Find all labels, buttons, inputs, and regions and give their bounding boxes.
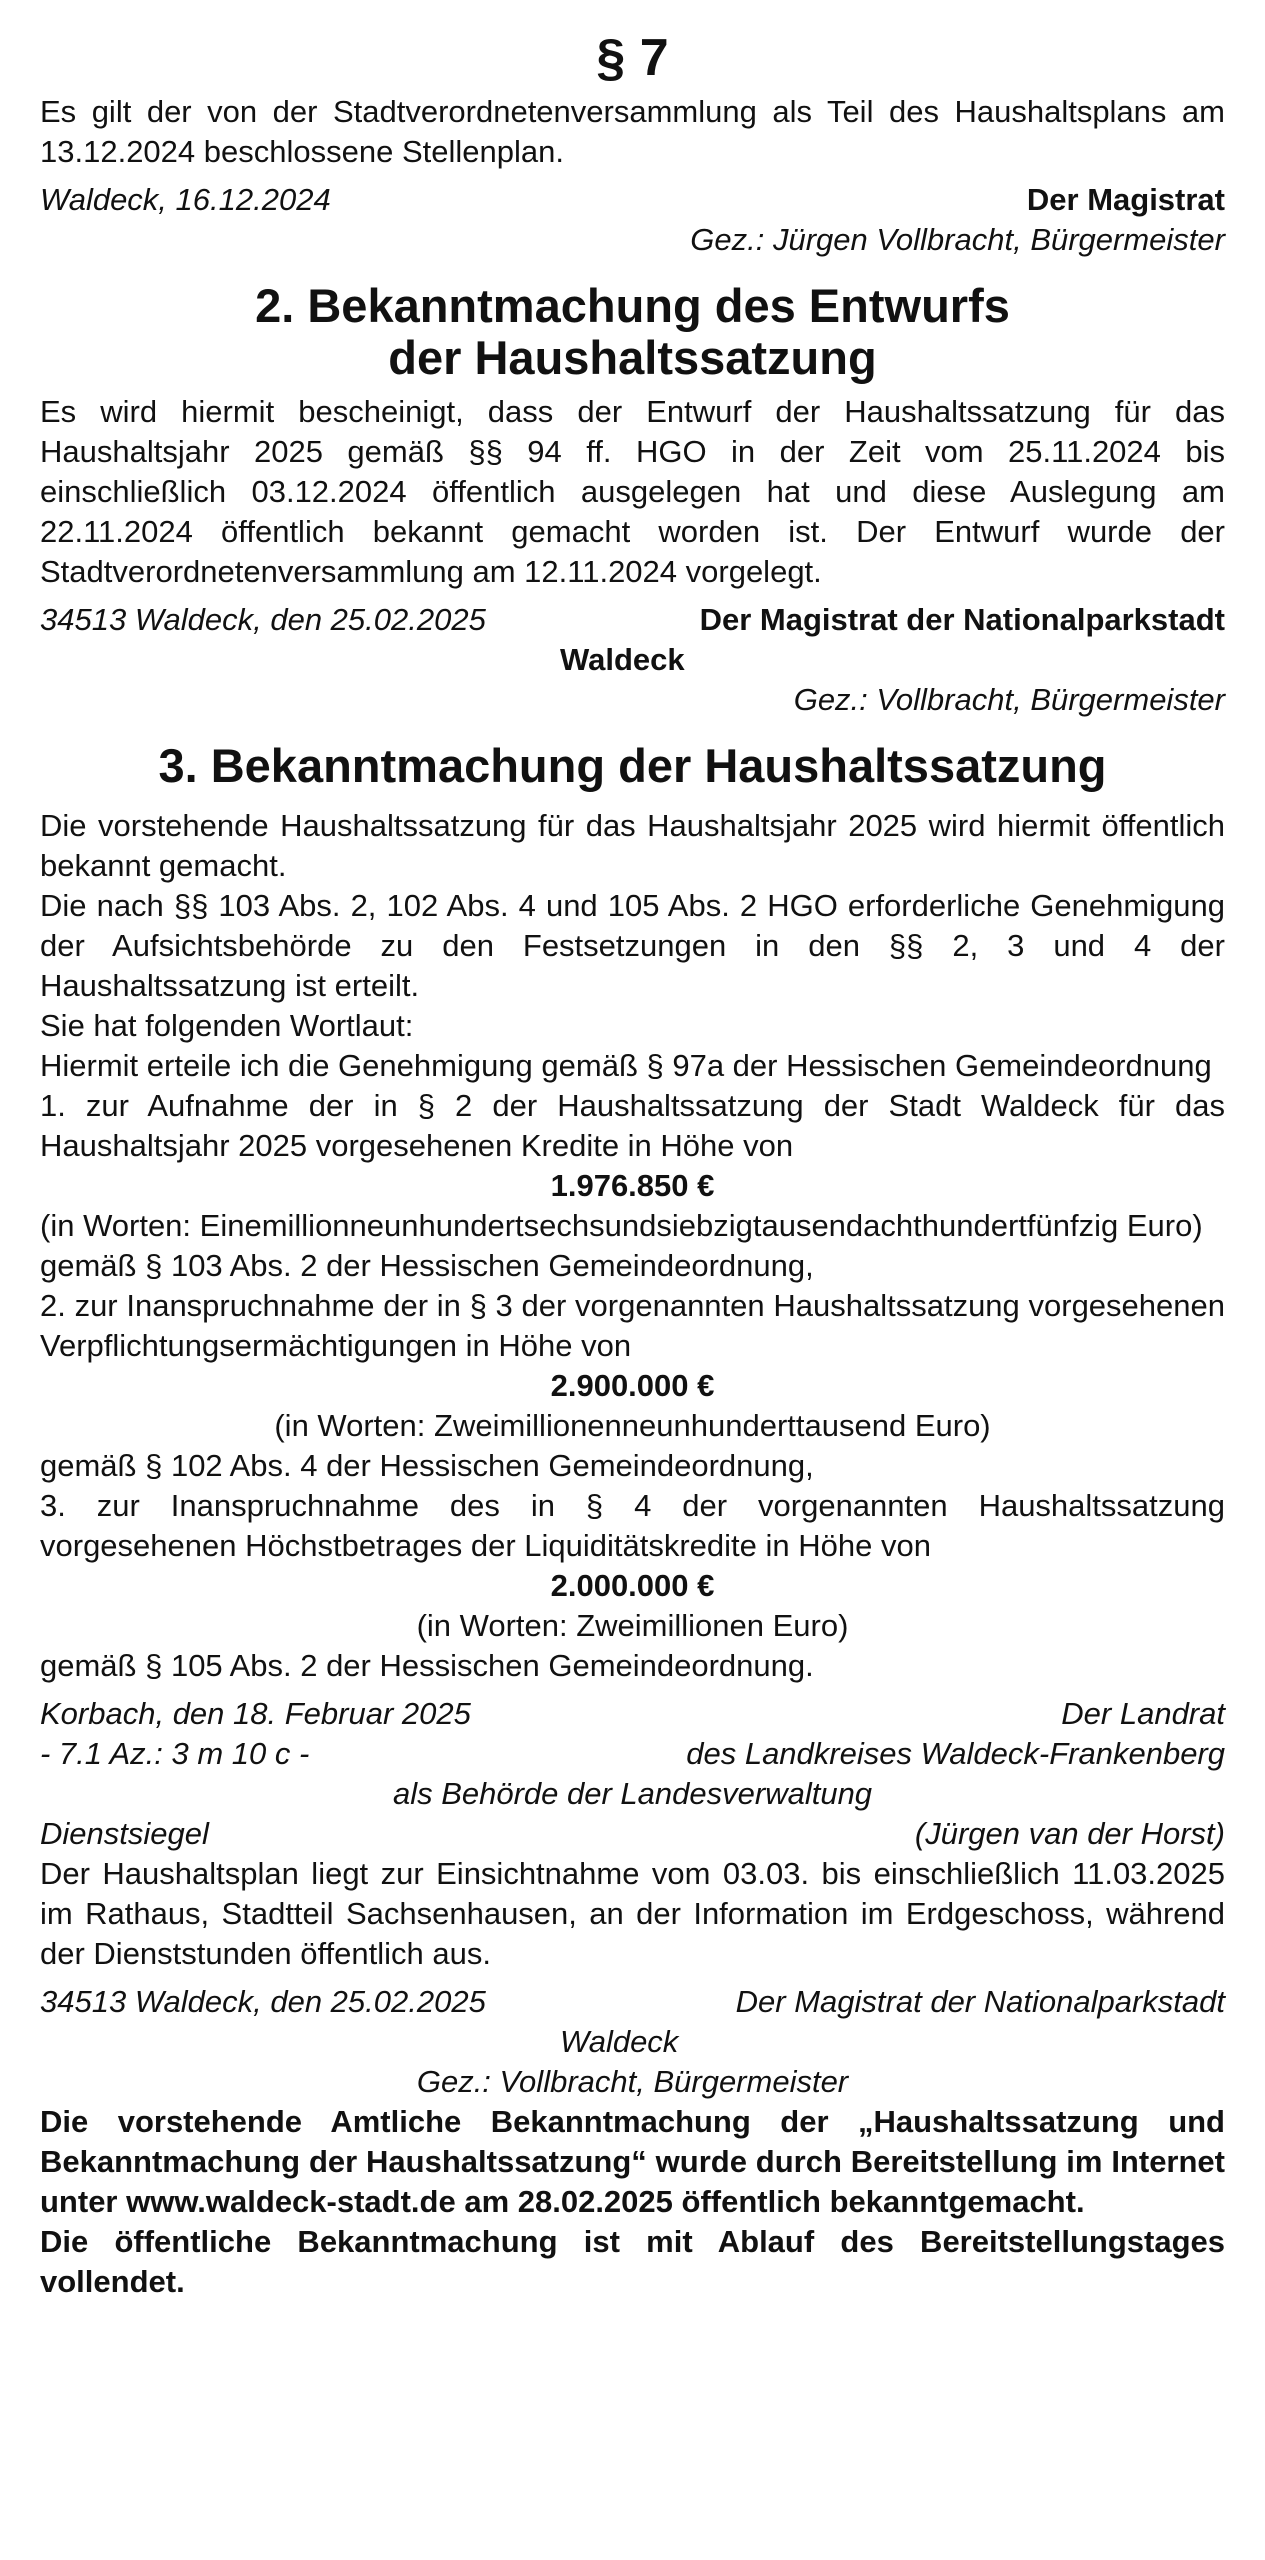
section-7-place-date: Waldeck, 16.12.2024 xyxy=(40,182,331,217)
section-2-heading-line1: 2. Bekanntmachung des Entwurfs xyxy=(255,279,1010,332)
completion-note: Die öffentliche Bekanntmachung ist mit Ablauf des Bereitstellungstages vollendet. xyxy=(40,2224,1225,2299)
section-3-p2: Die nach §§ 103 Abs. 2, 102 Abs. 4 und 105 Abs. 2 HGO erforderliche Genehmigung der Aufsichtsbehörde zu den Festsetzungen in den §§ 2, 3 und 4 der Haushaltssatzung ist erteilt. xyxy=(40,888,1225,1003)
landrat-place-date: Korbach, den 18. Februar 2025 xyxy=(40,1696,471,1731)
section-3-p1: Die vorstehende Haushaltssatzung für das Haushaltsjahr 2025 wird hiermit öffentlich bekannt gemacht. xyxy=(40,808,1225,883)
section-2-signature-row xyxy=(40,600,1225,640)
approval-item-3: 3. zur Inanspruchnahme des in § 4 der vorgenannten Haushaltssatzung vorgesehenen Höchstbetrages der Liquiditätskredite in Höhe von xyxy=(40,1488,1225,1563)
landrat-reference: - 7.1 Az.: 3 m 10 c - xyxy=(40,1736,310,1771)
landrat-district: des Landkreises Waldeck-Frankenberg xyxy=(686,1736,1225,1771)
approval-words-2: (in Worten: Zweimillionenneunhunderttausend Euro) xyxy=(274,1408,991,1443)
section-7-heading: § 7 xyxy=(596,29,669,87)
section-2-text: Es wird hiermit bescheinigt, dass der Entwurf der Haushaltssatzung für das Haushaltsjahr 2025 gemäß §§ 94 ff. HGO in der Zeit vom 25.11.2024 bis einschließlich 03.12.2024 öffentlich ausgelegen hat und diese Auslegung am 22.11.2024 öffentlich bekannt gemacht worden ist. Der Entwurf wurde der Stadtverordnetenversammlung am 12.11.2024 vorgelegt. xyxy=(40,394,1225,589)
approval-item-1: 1. zur Aufnahme der in § 2 der Haushaltssatzung der Stadt Waldeck für das Haushaltsjahr 2025 vorgesehenen Kredite in Höhe von xyxy=(40,1088,1225,1163)
section-3-place-date: 34513 Waldeck, den 25.02.2025 xyxy=(40,1984,486,2019)
inspection-notice: Der Haushaltsplan liegt zur Einsichtnahme vom 03.03. bis einschließlich 11.03.2025 im Rathaus, Stadtteil Sachsenhausen, an der Information im Erdgeschoss, während der Dienststunden öffentlich aus. xyxy=(40,1856,1225,1971)
approval-words-3: (in Worten: Zweimillionen Euro) xyxy=(416,1608,849,1643)
landrat-role: als Behörde der Landesverwaltung xyxy=(392,1776,873,1811)
approval-amount-1: 1.976.850 € xyxy=(550,1168,715,1203)
approval-item-2: 2. zur Inanspruchnahme der in § 3 der vorgenannten Haushaltssatzung vorgesehenen Verpflichtungsermächtigungen in Höhe von xyxy=(40,1288,1225,1363)
approval-words-1: (in Worten: Einemillionneunhundertsechsundsiebzigtausendachthundertfünfzig Euro) xyxy=(40,1208,1203,1243)
section-3-signature: Gez.: Vollbracht, Bürgermeister xyxy=(416,2064,849,2099)
landrat-row-2 xyxy=(40,1734,1225,1774)
approval-legal-1: gemäß § 103 Abs. 2 der Hessischen Gemeindeordnung, xyxy=(40,1248,814,1283)
publication-note: Die vorstehende Amtliche Bekanntmachung der „Haushaltssatzung und Bekanntmachung der Haushaltssatzung“ wurde durch Bereitstellung im Internet unter www.waldeck-stadt.de am 28.02.2025 öffentlich bekanntgemacht. xyxy=(40,2104,1225,2219)
official-seal: Dienstsiegel xyxy=(40,1816,209,1851)
section-7-signature: Gez.: Jürgen Vollbracht, Bürgermeister xyxy=(690,222,1225,257)
landrat-name: (Jürgen van der Horst) xyxy=(914,1816,1225,1851)
section-2-authority-line2: Waldeck xyxy=(560,642,685,677)
approval-legal-2: gemäß § 102 Abs. 4 der Hessischen Gemeindeordnung, xyxy=(40,1448,814,1483)
section-3-authority-line1: Der Magistrat der Nationalparkstadt xyxy=(735,1984,1225,2019)
approval-amount-2: 2.900.000 € xyxy=(550,1368,715,1403)
section-2-signature: Gez.: Vollbracht, Bürgermeister xyxy=(793,682,1225,717)
section-2-authority-line1: Der Magistrat der Nationalparkstadt xyxy=(699,602,1225,637)
section-2-heading-line2: der Haushaltssatzung xyxy=(388,331,877,384)
section-7-text: Es gilt der von der Stadtverordnetenversammlung als Teil des Haushaltsplans am 13.12.2024 beschlossene Stellenplan. xyxy=(40,94,1225,169)
landrat-title: Der Landrat xyxy=(1061,1696,1225,1731)
notice-page xyxy=(40,30,1225,2302)
section-7-authority: Der Magistrat xyxy=(1026,182,1225,217)
section-2-place-date: 34513 Waldeck, den 25.02.2025 xyxy=(40,602,486,637)
section-3-p3: Sie hat folgenden Wortlaut: xyxy=(40,1008,414,1043)
landrat-row-3 xyxy=(40,1814,1225,1854)
section-3-heading: 3. Bekanntmachung der Haushaltssatzung xyxy=(158,739,1107,792)
section-3-p4: Hiermit erteile ich die Genehmigung gemäß § 97a der Hessischen Gemeindeordnung xyxy=(40,1048,1212,1083)
section-3-signature-row xyxy=(40,1982,1225,2022)
approval-legal-3: gemäß § 105 Abs. 2 der Hessischen Gemeindeordnung. xyxy=(40,1648,814,1683)
section-3-authority-line2: Waldeck xyxy=(560,2024,679,2059)
section-7-signature-row xyxy=(40,180,1225,220)
approval-amount-3: 2.000.000 € xyxy=(550,1568,715,1603)
landrat-row-1 xyxy=(40,1694,1225,1734)
